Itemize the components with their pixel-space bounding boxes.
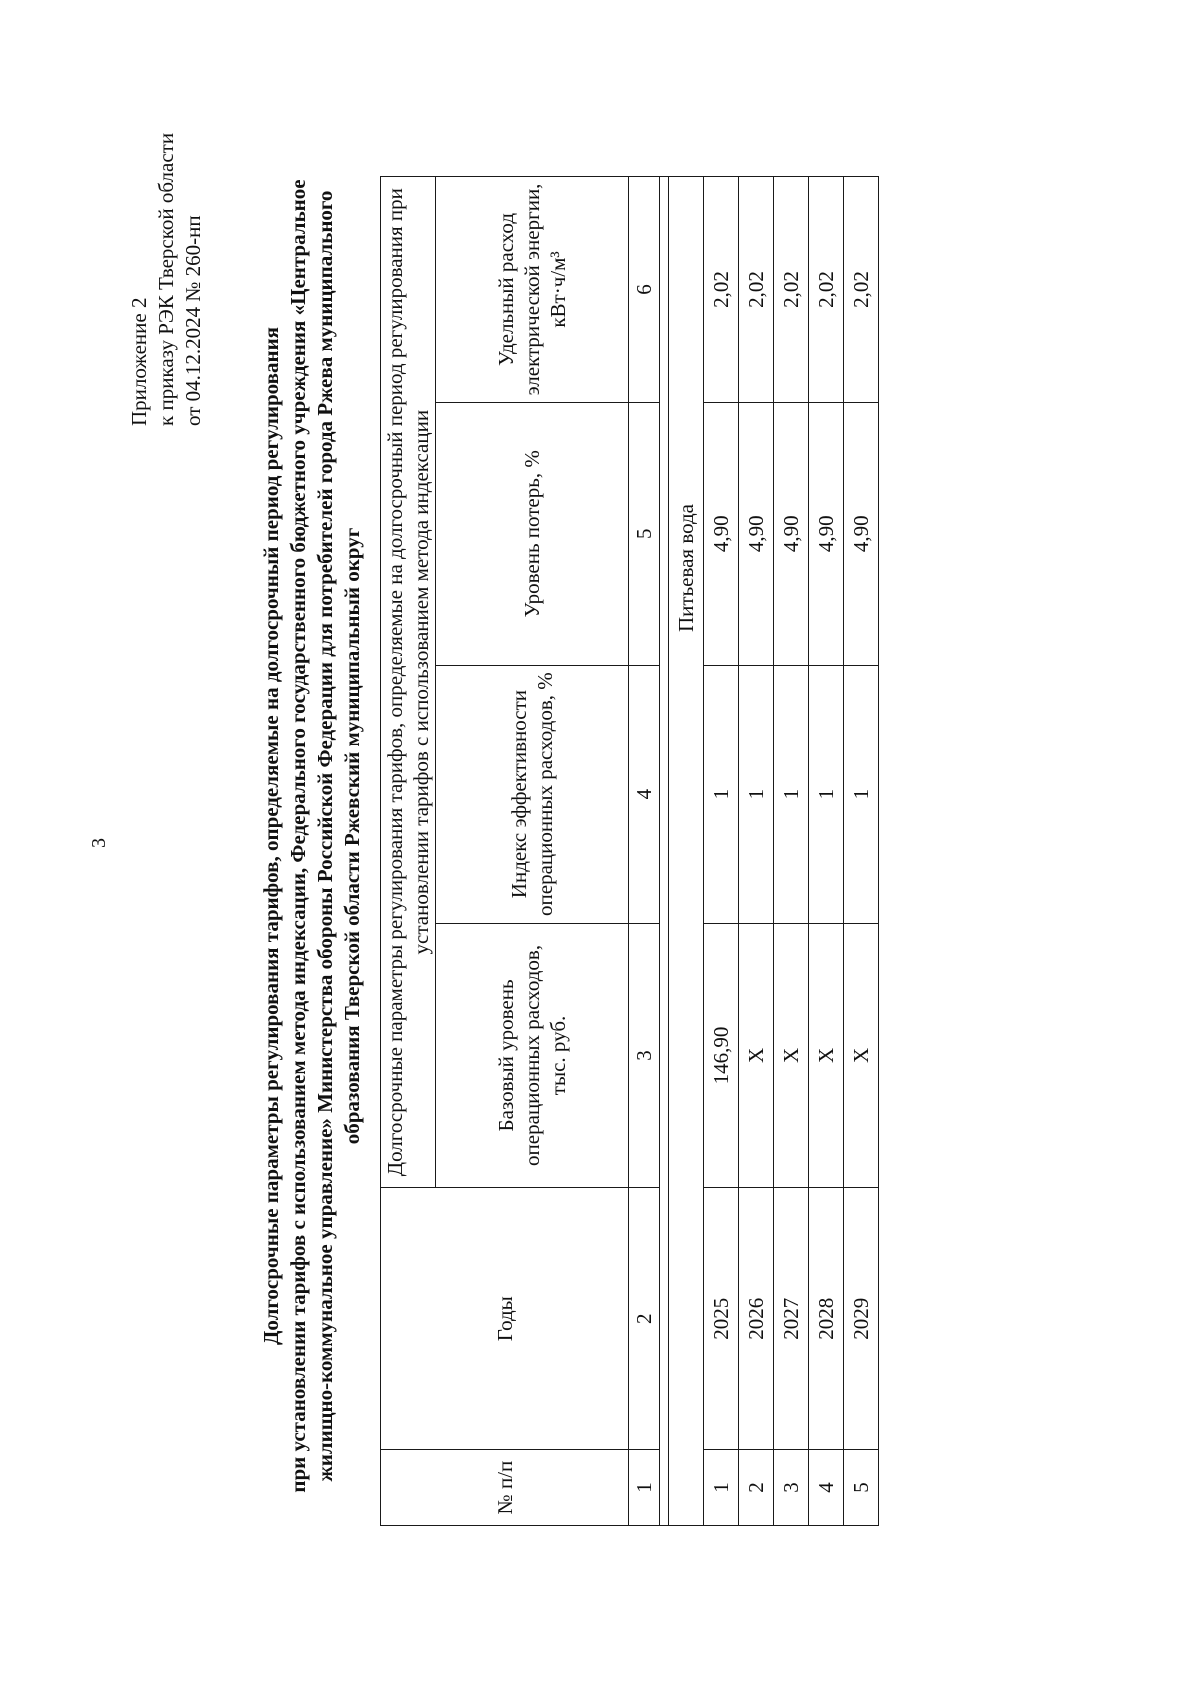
row-specific: 2,02 [739, 177, 774, 403]
section-label: Питьевая вода [674, 503, 698, 633]
row-year: 2029 [844, 1188, 879, 1450]
header-efficiency-index: Индекс эффективности операционных расходов, % [436, 665, 629, 923]
spacer-row [660, 177, 669, 1526]
title-line-1: Долгосрочные параметры регулирования тарифов, определяемые на долгосрочный период регулирования [259, 326, 283, 1346]
row-base: 146,90 [704, 923, 739, 1188]
row-base: Х [774, 923, 809, 1188]
row-num: 3 [774, 1450, 809, 1526]
header-group: Долгосрочные параметры регулирования тарифов, определяемые на долгосрочный период регулирования при установлении тарифов с использованием метода индексации [381, 177, 436, 1188]
row-year: 2027 [774, 1188, 809, 1450]
header-base-level: Базовый уровень операционных расходов, тыс. руб. [436, 923, 629, 1188]
row-base: Х [739, 923, 774, 1188]
row-index: 1 [809, 665, 844, 923]
row-index: 1 [704, 665, 739, 923]
row-index: 1 [774, 665, 809, 923]
row-num: 4 [809, 1450, 844, 1526]
row-year: 2026 [739, 1188, 774, 1450]
row-loss: 4,90 [739, 402, 774, 665]
header-specific-consumption: Удельный расход электрической энергии, кВт·ч/м³ [436, 177, 629, 403]
row-loss: 4,90 [809, 402, 844, 665]
spacer-cell [660, 177, 669, 1526]
appendix-line-3: от 04.12.2024 № 260-нп [181, 215, 205, 426]
row-loss: 4,90 [774, 402, 809, 665]
row-num: 2 [739, 1450, 774, 1526]
page-number: 3 [88, 838, 110, 848]
appendix-block [126, 6, 207, 426]
table-row [774, 177, 809, 1526]
column-number: 2 [629, 1188, 660, 1450]
row-index: 1 [844, 665, 879, 923]
column-number: 1 [629, 1450, 660, 1526]
row-num: 1 [704, 1450, 739, 1526]
column-number: 6 [629, 177, 660, 403]
document-title [258, 136, 366, 1536]
section-row [669, 177, 704, 1526]
row-specific: 2,02 [844, 177, 879, 403]
row-loss: 4,90 [844, 402, 879, 665]
title-line-2: при установлении тарифов с использованием метода индексации, Федерального государственного бюджетного учреждения «Центральное [286, 179, 310, 1493]
row-loss: 4,90 [704, 402, 739, 665]
row-year: 2028 [809, 1188, 844, 1450]
table-row [704, 177, 739, 1526]
row-num: 5 [844, 1450, 879, 1526]
row-year: 2025 [704, 1188, 739, 1450]
row-specific: 2,02 [704, 177, 739, 403]
row-base: Х [809, 923, 844, 1188]
column-numbers-row [629, 177, 660, 1526]
table-row [739, 177, 774, 1526]
table-row [844, 177, 879, 1526]
row-specific: 2,02 [774, 177, 809, 403]
header-years: Годы [381, 1188, 629, 1450]
title-line-3: жилищно-коммунальное управление» Министерства обороны Российской Федерации для потребителей города Ржева муниципального [313, 190, 337, 1482]
row-base: Х [844, 923, 879, 1188]
column-number: 5 [629, 402, 660, 665]
header-loss-level: Уровень потерь, % [436, 402, 629, 665]
section-cell [669, 177, 704, 1526]
parameters-table [380, 176, 879, 1526]
header-num: № п/п [381, 1450, 629, 1526]
row-index: 1 [739, 665, 774, 923]
table-header-row [381, 177, 436, 1526]
appendix-line-2: к приказу РЭК Тверской области [154, 132, 178, 426]
title-line-4: образования Тверской области Ржевский муниципальный округ [340, 527, 364, 1145]
row-specific: 2,02 [809, 177, 844, 403]
column-number: 3 [629, 923, 660, 1188]
column-number: 4 [629, 665, 660, 923]
appendix-line-1: Приложение 2 [127, 297, 151, 426]
table-row [809, 177, 844, 1526]
